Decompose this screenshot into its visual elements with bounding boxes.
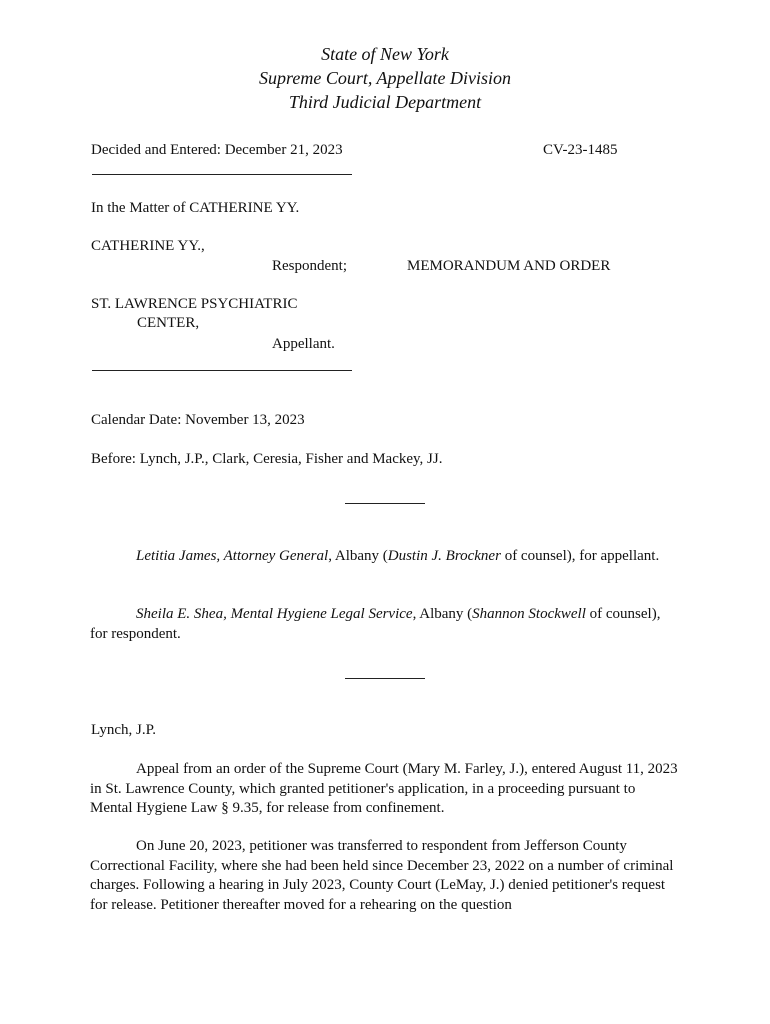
header-department: Third Judicial Department [288,92,482,112]
docket-number: CV-23-1485 [543,142,618,158]
header-state: State of New York [321,44,449,64]
calendar-date: Calendar Date: November 13, 2023 [91,412,305,428]
party-petitioner-role: Respondent; [272,258,347,274]
party-respondent-line2: CENTER, [137,315,200,331]
counsel-appellant: Letitia James, Attorney General, Albany (Dustin J. Brockner of counsel), for appellant. [136,548,660,564]
section-rule-1 [345,503,425,504]
matter-title: In the Matter of CATHERINE YY. [91,200,300,216]
panel-judges: Before: Lynch, J.P., Clark, Ceresia, Fisher and Mackey, JJ. [91,451,443,467]
document-type: MEMORANDUM AND ORDER [407,258,611,274]
caption-rule-top [92,174,352,175]
party-respondent-role: Appellant. [272,336,335,352]
section-rule-2 [345,678,425,679]
party-respondent-line1: ST. LAWRENCE PSYCHIATRIC [91,296,298,312]
decided-date: Decided and Entered: December 21, 2023 [91,142,343,158]
opinion-paragraph-1: Appeal from an order of the Supreme Court (Mary M. Farley, J.), entered August 11, 2023 in St. Lawrence County, which granted petitioner's application, in a proceeding pursuant to Mental Hygiene Law § 9.35, for release from confinement. [90,761,678,816]
party-petitioner: CATHERINE YY., [91,238,205,254]
opinion-paragraph-2: On June 20, 2023, petitioner was transferred to respondent from Jefferson County Correctional Facility, where she had been held since December 23, 2022 on a number of criminal charges. Following a hearing in July 2023, County Court (LeMay, J.) denied petitioner's request for release. Petitioner thereafter moved for a rehearing on the question [90,838,674,913]
header-court: Supreme Court, Appellate Division [259,68,511,88]
opinion-author: Lynch, J.P. [91,722,157,738]
counsel-respondent: Sheila E. Shea, Mental Hygiene Legal Service, Albany (Shannon Stockwell of counsel), for respondent. [90,606,661,642]
caption-rule-bottom [92,370,352,371]
